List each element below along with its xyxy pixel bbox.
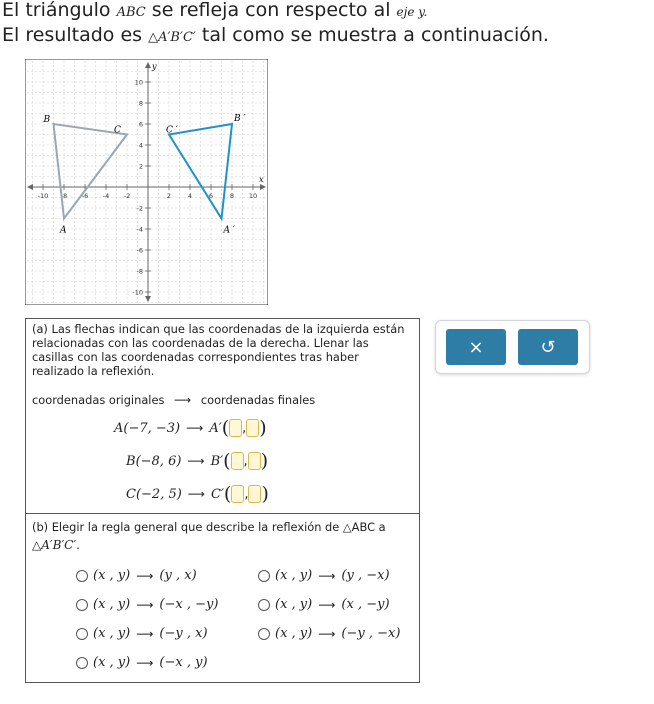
option-to: (x , −y) bbox=[341, 597, 390, 612]
part-b-question-2: △A′B′C′. bbox=[32, 538, 80, 552]
point-b-label: B bbox=[43, 115, 51, 125]
arrow-icon: ⟶ bbox=[136, 597, 154, 612]
point-c-label: C bbox=[114, 125, 121, 136]
point-a-prime-label: A ′ bbox=[223, 225, 235, 236]
point-b-prime-label: B ′ bbox=[234, 114, 246, 124]
option-to: (y , −x) bbox=[341, 568, 390, 583]
answer-box-b-x[interactable] bbox=[231, 452, 244, 470]
axis-name: eje y. bbox=[396, 5, 428, 19]
answer-box-c-x[interactable] bbox=[231, 485, 244, 503]
part-a-panel bbox=[25, 318, 420, 514]
point-a-label: A bbox=[60, 225, 67, 236]
radio-button[interactable] bbox=[76, 657, 88, 669]
point-c-prime-label: C ′ bbox=[166, 125, 178, 136]
arrow-icon: ⟶ bbox=[136, 655, 154, 670]
part-a-instructions-4: realizado la reflexión. bbox=[32, 364, 155, 378]
radio-button[interactable] bbox=[258, 599, 270, 611]
option-from: (x , y) bbox=[93, 597, 131, 612]
arrow-icon: ⟶ bbox=[318, 568, 336, 583]
coordinate-graph bbox=[25, 59, 268, 305]
option-from: (x , y) bbox=[93, 655, 131, 670]
y-tick-label: -4 bbox=[136, 225, 143, 234]
option-from: (x , y) bbox=[93, 626, 131, 641]
answer-box-b-y[interactable] bbox=[248, 452, 261, 470]
option-to: (y , x) bbox=[159, 568, 197, 583]
option-from: (x , y) bbox=[93, 568, 131, 583]
radio-button[interactable] bbox=[76, 570, 88, 582]
y-tick-label: -6 bbox=[136, 246, 143, 255]
arrow-icon: ⟶ bbox=[318, 597, 336, 612]
header-original: coordenadas originales bbox=[32, 393, 165, 407]
arrow-icon: ⟶ bbox=[186, 421, 204, 435]
clear-button[interactable] bbox=[446, 329, 506, 365]
x-tick-label: 8 bbox=[229, 192, 235, 200]
row-point-label: A bbox=[114, 420, 124, 436]
answer-box-c-y[interactable] bbox=[248, 485, 261, 503]
y-axis-label: y bbox=[152, 62, 157, 71]
title-line-2: El resultado es △A′B′C′ tal como se muestra a continuación. bbox=[2, 24, 549, 46]
y-tick-label: 10 bbox=[134, 78, 143, 87]
y-tick-label: 8 bbox=[138, 99, 143, 108]
row-target-label: B′ bbox=[210, 453, 224, 469]
option-2[interactable] bbox=[258, 568, 390, 583]
row-b: B (−8, 6) ⟶ B′ ( , ) bbox=[126, 450, 269, 472]
arrow-icon: ⟶ bbox=[174, 393, 192, 407]
y-tick-label: 4 bbox=[138, 141, 143, 150]
y-tick-label: 2 bbox=[138, 162, 143, 171]
row-point-label: C bbox=[126, 486, 136, 502]
row-c: C (−2, 5) ⟶ C′ ( , ) bbox=[126, 483, 269, 505]
x-tick-label: -6 bbox=[81, 192, 89, 200]
option-4[interactable] bbox=[258, 597, 390, 612]
arrow-icon: ⟶ bbox=[318, 626, 336, 641]
y-tick-label: -8 bbox=[136, 267, 143, 276]
title-text: tal como se muestra a continuación. bbox=[201, 24, 549, 46]
option-to: (−x , y) bbox=[159, 655, 208, 670]
row-target-label: C′ bbox=[211, 486, 224, 502]
header-final: coordenadas finales bbox=[200, 393, 316, 407]
x-tick-label: 10 bbox=[248, 192, 258, 200]
x-tick-label: 6 bbox=[208, 192, 214, 200]
arrow-icon: ⟶ bbox=[187, 487, 205, 501]
option-7[interactable] bbox=[76, 655, 208, 670]
row-original-coords: (−8, 6) bbox=[135, 453, 182, 469]
x-tick-label: 4 bbox=[187, 192, 193, 200]
part-b-panel bbox=[25, 513, 420, 683]
option-from: (x , y) bbox=[275, 568, 313, 583]
part-a-instructions-1: (a) Las flechas indican que las coordenadas de la izquierda están bbox=[32, 322, 405, 336]
row-target-label: A′ bbox=[209, 420, 222, 436]
coords-header bbox=[32, 393, 315, 408]
title-text: se refleja con respecto al bbox=[151, 0, 391, 21]
undo-icon: ↺ bbox=[540, 336, 556, 358]
triangle-abc-label: ABC bbox=[116, 5, 146, 20]
option-to: (−x , −y) bbox=[159, 597, 219, 612]
title-line-1 bbox=[2, 0, 427, 21]
radio-button[interactable] bbox=[258, 570, 270, 582]
part-a-instructions-2: relacionadas con las coordenadas de la derecha. Llenar las bbox=[32, 336, 369, 350]
option-3[interactable] bbox=[76, 597, 218, 612]
row-original-coords: (−2, 5) bbox=[135, 486, 182, 502]
undo-button[interactable] bbox=[518, 329, 578, 365]
y-tick-label: -10 bbox=[132, 288, 143, 297]
arrow-icon: ⟶ bbox=[136, 568, 154, 583]
close-icon: × bbox=[468, 336, 484, 358]
action-buttons-panel bbox=[435, 320, 590, 374]
option-1[interactable] bbox=[76, 568, 197, 583]
y-tick-label: 6 bbox=[138, 120, 143, 129]
title-text: El resultado es bbox=[2, 24, 143, 46]
option-to: (−y , x) bbox=[159, 626, 208, 641]
x-tick-label: -2 bbox=[123, 192, 131, 200]
x-tick-label: 2 bbox=[166, 192, 172, 200]
part-b-question-1: (b) Elegir la regla general que describe la reflexión de △ABC a bbox=[32, 520, 386, 534]
x-tick-label: -8 bbox=[60, 192, 68, 200]
row-original-coords: (−7, −3) bbox=[123, 420, 181, 436]
answer-box-a-x[interactable] bbox=[229, 419, 242, 437]
x-tick-label: -4 bbox=[102, 192, 110, 200]
option-5[interactable] bbox=[76, 626, 208, 641]
arrow-icon: ⟶ bbox=[136, 626, 154, 641]
radio-button[interactable] bbox=[258, 628, 270, 640]
x-tick-label: -10 bbox=[37, 192, 49, 200]
title-text: El triángulo bbox=[2, 0, 111, 21]
arrow-icon: ⟶ bbox=[187, 454, 205, 468]
graph-frame bbox=[25, 59, 268, 305]
option-from: (x , y) bbox=[275, 597, 313, 612]
option-6[interactable] bbox=[258, 626, 400, 641]
option-to: (−y , −x) bbox=[341, 626, 401, 641]
row-a: A (−7, −3) ⟶ A′ ( , ) bbox=[114, 417, 267, 439]
part-a-instructions-3: casillas con las coordenadas correspondientes tras haber bbox=[32, 350, 359, 364]
radio-button[interactable] bbox=[76, 599, 88, 611]
row-point-label: B bbox=[126, 453, 136, 469]
answer-box-a-y[interactable] bbox=[246, 419, 259, 437]
radio-button[interactable] bbox=[76, 628, 88, 640]
option-from: (x , y) bbox=[275, 626, 313, 641]
x-axis-label: x bbox=[259, 175, 264, 184]
y-tick-label: -2 bbox=[136, 204, 143, 213]
triangle-image-label: A′B′C′ bbox=[158, 30, 196, 45]
